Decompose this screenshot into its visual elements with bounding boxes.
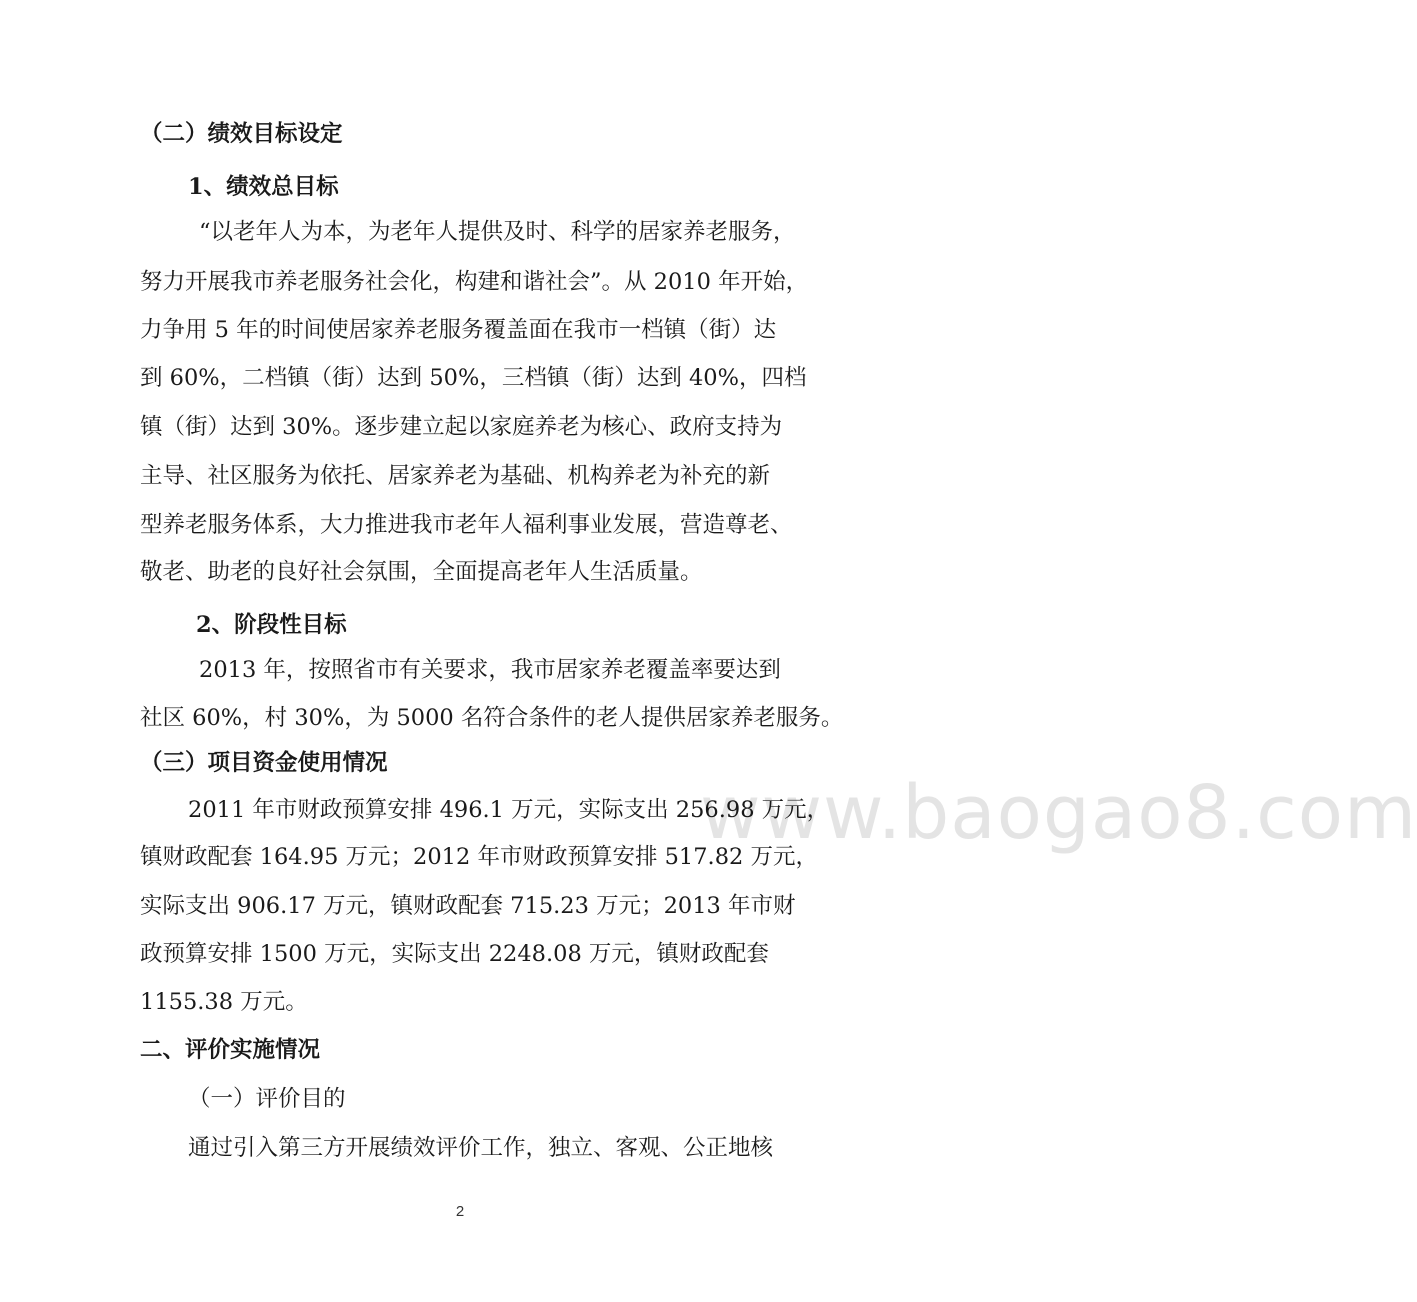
subsection-heading: （一）评价目的: [188, 1086, 346, 1112]
paragraph-line: 实际支出 906.17 万元，镇财政配套 715.23 万元；2013 年市财: [140, 893, 796, 919]
paragraph-line: 2013 年，按照省市有关要求，我市居家养老覆盖率要达到: [199, 657, 781, 683]
part-heading: 二、评价实施情况: [140, 1037, 321, 1063]
paragraph-line: 通过引入第三方开展绩效评价工作，独立、客观、公正地核: [188, 1135, 774, 1161]
page-number: 2: [455, 1203, 465, 1220]
paragraph-line: 敬老、助老的良好社会氛围，全面提高老年人生活质量。: [140, 559, 703, 585]
paragraph-line: 1155.38 万元。: [140, 989, 308, 1015]
paragraph-line: 政预算安排 1500 万元，实际支出 2248.08 万元，镇财政配套: [140, 941, 769, 967]
subsection-heading: 2、阶段性目标: [196, 612, 347, 638]
subsection-heading: 1、绩效总目标: [188, 174, 339, 200]
paragraph-line: 2011 年市财政预算安排 496.1 万元，实际支出 256.98 万元，: [188, 797, 830, 823]
paragraph-line: 力争用 5 年的时间使居家养老服务覆盖面在我市一档镇（街）达: [140, 317, 777, 343]
paragraph-line: 努力开展我市养老服务社会化，构建和谐社会”。从 2010 年开始，: [140, 269, 809, 295]
paragraph-line: 主导、社区服务为依托、居家养老为基础、机构养老为补充的新: [140, 463, 771, 489]
watermark: www.baogao8.com: [700, 770, 1417, 856]
paragraph-line: 镇财政配套 164.95 万元；2012 年市财政预算安排 517.82 万元，: [140, 844, 818, 870]
paragraph-line: 型养老服务体系，大力推进我市老年人福利事业发展，营造尊老、: [140, 512, 793, 538]
section-heading: （三）项目资金使用情况: [140, 750, 388, 776]
paragraph-line: 镇（街）达到 30%。逐步建立起以家庭养老为核心、政府支持为: [140, 414, 783, 440]
section-heading: （二）绩效目标设定: [140, 121, 343, 147]
paragraph-line: 到 60%，二档镇（街）达到 50%，三档镇（街）达到 40%，四档: [140, 365, 807, 391]
paragraph-line: “以老年人为本，为老年人提供及时、科学的居家养老服务，: [199, 219, 796, 245]
paragraph-line: 社区 60%，村 30%，为 5000 名符合条件的老人提供居家养老服务。: [140, 705, 844, 731]
